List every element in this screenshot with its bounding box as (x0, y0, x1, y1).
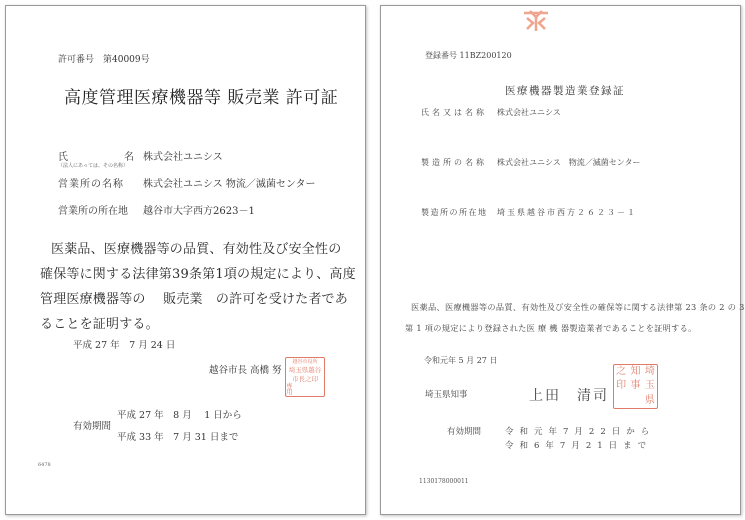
field-label-name: 氏 名 (58, 152, 135, 163)
body-line-2: 確保等に関する法律第39条第1項の規定により、高度 (40, 267, 356, 282)
field-label-factory-address: 製造所の所在地 (421, 208, 488, 217)
field-label-office-name: 営業所の名称 (58, 179, 124, 190)
validity-label: 有効期間 (73, 421, 112, 432)
field-value-office-name: 株式会社ユニシス 物流／滅菌センター (143, 179, 316, 190)
certificate-title: 医療機器製造業登録証 (505, 85, 625, 97)
official-seal (613, 364, 658, 409)
official-seal (285, 357, 325, 397)
issue-date: 令和元年 5 月 27 日 (424, 356, 498, 365)
body-line-4: ることを証明する。 (40, 317, 159, 332)
issuer-title: 埼玉県知事 (425, 390, 468, 400)
seal-text: 事 (630, 380, 641, 392)
footer-code: 1130178000011 (419, 478, 469, 485)
sales-permit-certificate (5, 5, 366, 515)
body-line-3: 管理医療機器等の 販売業 の許可を受けた者であ (40, 292, 348, 307)
emblem-seal-icon (521, 9, 551, 34)
field-note-name: （法人にあっては、その名称） (58, 163, 128, 169)
field-label-factory-name: 製造所の名称 (421, 158, 487, 167)
validity-from: 平成 27 年 8 月 1 日から (117, 410, 242, 421)
manufacturing-registration-certificate (380, 5, 745, 515)
body-line-2: 第 1 項の規定により登録された医 療 機 器製造業者であることを証明する。 (405, 323, 697, 333)
body-line-1: 医薬品、医療機器等の品質、有効性及び安全性の確保等に関する法律第 23 条の 2 の 3 (411, 302, 745, 312)
validity-to: 平成 33 年 7 月 31 日まで (117, 432, 239, 443)
seal-text: 知 (630, 366, 641, 378)
field-label-office-address: 営業所の所在地 (58, 206, 128, 217)
issuer-name: 上田 清司 (529, 388, 609, 404)
validity-to: 令和6年7月21日まで (505, 441, 653, 451)
permit-number: 許可番号 第40009号 (58, 55, 150, 65)
field-value-factory-address: 埼玉県越谷市西方２６２３－１ (497, 208, 637, 217)
field-value-name: 株式会社ユニシス (143, 152, 223, 163)
seal-text: 之 (616, 366, 627, 378)
footer-code: 6478 (38, 462, 51, 468)
seal-text: 埼玉県越谷 (288, 366, 322, 375)
seal-text: 専用 (286, 381, 307, 397)
seal-text: 埼 (644, 366, 655, 378)
issue-date: 平成 27 年 7 月 24 日 (73, 340, 176, 351)
field-label-name: 氏名又は名称 (421, 108, 487, 117)
validity-label: 有効期間 (447, 427, 482, 437)
body-line-1: 医薬品、医療機器等の品質、有効性及び安全性の (51, 242, 342, 257)
seal-text: 玉 (644, 380, 655, 392)
validity-from: 令和元年7月22日から (505, 427, 656, 437)
issuer: 越谷市長 高橋 努 (209, 365, 282, 376)
seal-text: 印 (616, 380, 627, 392)
registration-number: 登録番号 11BZ200120 (425, 51, 512, 60)
field-value-office-address: 越谷市大字西方2623－1 (143, 206, 255, 217)
seal-text: 市長之印 (292, 374, 318, 383)
seal-text: 越谷市役所 (292, 358, 318, 365)
seal-text: 県 (644, 394, 655, 406)
field-value-name: 株式会社ユニシス (497, 108, 561, 117)
certificate-title: 高度管理医療機器等 販売業 許可証 (64, 88, 339, 108)
field-value-factory-name: 株式会社ユニシス 物流／滅菌センター (497, 158, 641, 167)
